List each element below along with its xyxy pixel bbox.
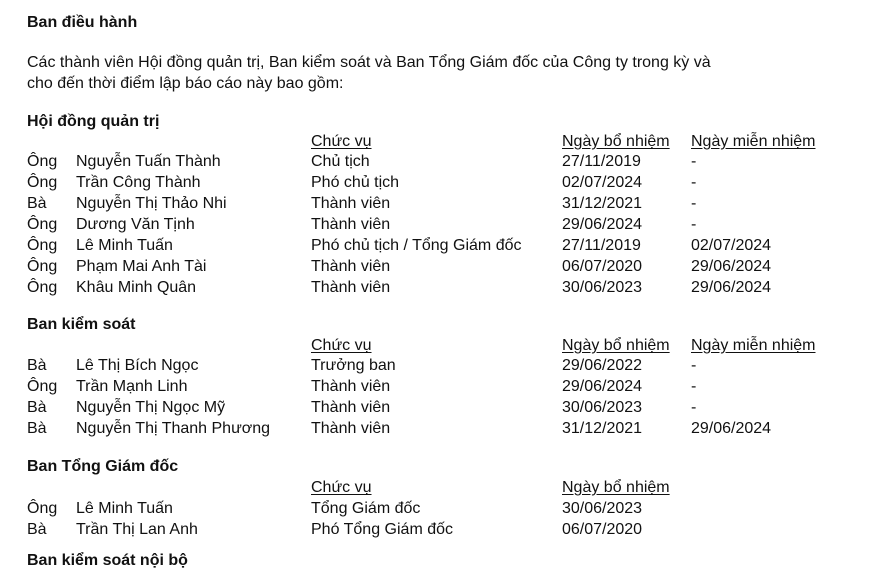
board-row-position: Thành viên <box>311 258 391 275</box>
board-row-title: Ông <box>27 237 58 254</box>
cutoff-heading: Ban kiểm soát nội bộ <box>27 552 188 569</box>
board-row-title: Ông <box>27 174 58 191</box>
board-row-appointed: 06/07/2020 <box>562 258 643 275</box>
intro-line-2: cho đến thời điểm lập báo cáo này bao gồm: <box>27 75 344 92</box>
management-row-name: Lê Minh Tuấn <box>76 500 173 517</box>
board-header-position: Chức vụ <box>311 133 372 150</box>
intro-line-1: Các thành viên Hội đồng quản trị, Ban kiểm soát và Ban Tổng Giám đốc của Công ty trong kỳ và <box>27 54 711 71</box>
supervisory-header-position: Chức vụ <box>311 337 372 354</box>
board-row-appointed: 27/11/2019 <box>562 153 641 170</box>
management-row-appointed: 06/07/2020 <box>562 521 643 538</box>
supervisory-row-dismissed: - <box>691 357 697 374</box>
board-row-name: Phạm Mai Anh Tài <box>76 258 207 275</box>
board-row-dismissed: 29/06/2024 <box>691 258 772 275</box>
board-row-appointed: 31/12/2021 <box>562 195 643 212</box>
board-row-position: Thành viên <box>311 195 391 212</box>
board-row-appointed: 30/06/2023 <box>562 279 643 296</box>
supervisory-row-dismissed: - <box>691 378 697 395</box>
management-row-appointed: 30/06/2023 <box>562 500 643 517</box>
supervisory-row-name: Lê Thị Bích Ngọc <box>76 357 199 374</box>
board-row-name: Lê Minh Tuấn <box>76 237 173 254</box>
supervisory-row-appointed: 29/06/2022 <box>562 357 643 374</box>
board-row-title: Ông <box>27 153 58 170</box>
management-row-title: Bà <box>27 521 47 538</box>
supervisory-row-dismissed: - <box>691 399 697 416</box>
board-row-name: Khâu Minh Quân <box>76 279 197 296</box>
board-row-name: Dương Văn Tịnh <box>76 216 195 233</box>
supervisory-row-dismissed: 29/06/2024 <box>691 420 772 437</box>
supervisory-row-appointed: 29/06/2024 <box>562 378 643 395</box>
board-row-name: Nguyễn Thị Thảo Nhi <box>76 195 227 212</box>
board-row-position: Chủ tịch <box>311 153 370 170</box>
board-row-position: Phó chủ tịch <box>311 174 400 191</box>
management-row-position: Phó Tổng Giám đốc <box>311 521 454 538</box>
management-row-title: Ông <box>27 500 58 517</box>
board-row-title: Ông <box>27 258 58 275</box>
board-row-title: Ông <box>27 216 58 233</box>
board-row-name: Nguyễn Tuấn Thành <box>76 153 221 170</box>
board-row-dismissed: 02/07/2024 <box>691 237 772 254</box>
board-row-position: Thành viên <box>311 216 391 233</box>
board-row-name: Trần Công Thành <box>76 174 201 191</box>
supervisory-row-name: Nguyễn Thị Ngọc Mỹ <box>76 399 226 416</box>
supervisory-row-title: Bà <box>27 420 47 437</box>
supervisory-row-appointed: 30/06/2023 <box>562 399 643 416</box>
management-row-name: Trần Thị Lan Anh <box>76 521 198 538</box>
board-header-dismissed: Ngày miễn nhiệm <box>691 133 816 150</box>
supervisory-row-name: Nguyễn Thị Thanh Phương <box>76 420 271 437</box>
supervisory-row-appointed: 31/12/2021 <box>562 420 643 437</box>
board-title: Hội đồng quản trị <box>27 113 160 130</box>
board-row-dismissed: - <box>691 195 697 212</box>
supervisory-row-position: Thành viên <box>311 378 391 395</box>
management-title: Ban Tổng Giám đốc <box>27 458 179 475</box>
board-row-appointed: 29/06/2024 <box>562 216 643 233</box>
board-row-dismissed: - <box>691 216 697 233</box>
supervisory-row-position: Trưởng ban <box>311 357 396 374</box>
board-row-dismissed: - <box>691 153 697 170</box>
board-row-appointed: 27/11/2019 <box>562 237 641 254</box>
section-title: Ban điều hành <box>27 14 138 31</box>
board-row-position: Phó chủ tịch / Tổng Giám đốc <box>311 237 522 254</box>
supervisory-row-position: Thành viên <box>311 420 391 437</box>
board-row-appointed: 02/07/2024 <box>562 174 643 191</box>
board-header-appointed: Ngày bổ nhiệm <box>562 133 670 150</box>
supervisory-header-dismissed: Ngày miễn nhiệm <box>691 337 816 354</box>
supervisory-header-appointed: Ngày bổ nhiệm <box>562 337 670 354</box>
supervisory-row-title: Bà <box>27 357 47 374</box>
board-row-dismissed: - <box>691 174 697 191</box>
management-header-appointed: Ngày bổ nhiệm <box>562 479 670 496</box>
management-row-position: Tổng Giám đốc <box>311 500 421 517</box>
supervisory-row-title: Bà <box>27 399 47 416</box>
board-row-title: Bà <box>27 195 47 212</box>
supervisory-row-position: Thành viên <box>311 399 391 416</box>
board-row-dismissed: 29/06/2024 <box>691 279 772 296</box>
supervisory-row-title: Ông <box>27 378 58 395</box>
board-row-position: Thành viên <box>311 279 391 296</box>
supervisory-title: Ban kiểm soát <box>27 316 136 333</box>
supervisory-row-name: Trần Mạnh Linh <box>76 378 188 395</box>
board-row-title: Ông <box>27 279 58 296</box>
management-header-position: Chức vụ <box>311 479 372 496</box>
